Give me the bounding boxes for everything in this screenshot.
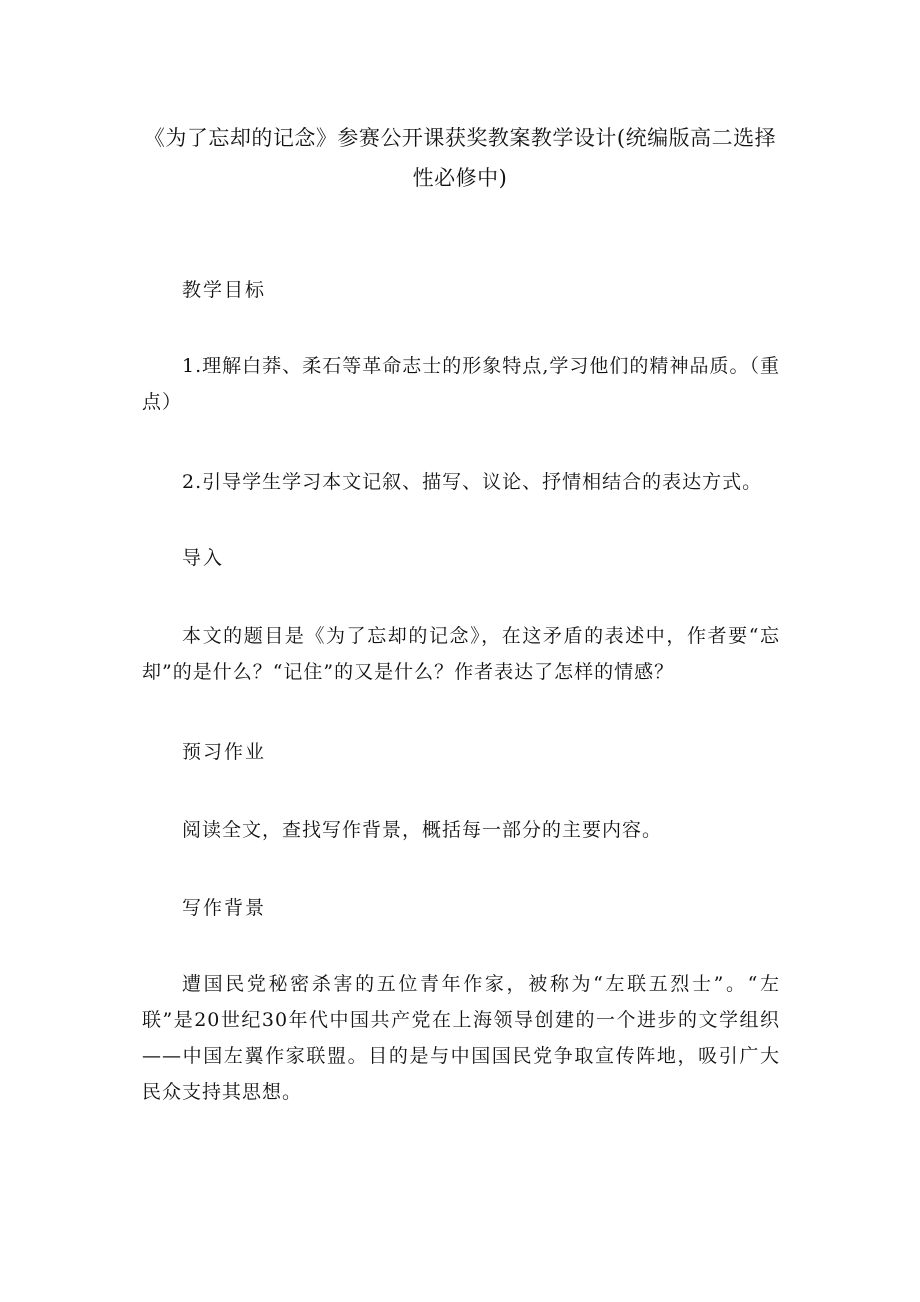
background-paragraph: 遭国民党秘密杀害的五位青年作家，被称为“左联五烈士”。“左联”是20世纪30年代中国共产党在上海领导创建的一个进步的文学组织——中国左翼作家联盟。目的是与中国国民党争取宣传阵地，吸引广大民众支持其思想。 bbox=[142, 973, 780, 1103]
heading-teaching-goals: 教学目标 bbox=[182, 279, 267, 301]
document-title bbox=[120, 118, 800, 198]
heading-writing-background: 写作背景 bbox=[182, 897, 267, 919]
goal-1-paragraph: 1.理解白莽、柔石等革命志士的形象特点,学习他们的精神品质。（重点） bbox=[142, 355, 780, 413]
goal-2-paragraph: 2.引导学生学习本文记叙、描写、议论、抒情相结合的表达方式。 bbox=[182, 471, 763, 493]
preview-paragraph: 阅读全文，查找写作背景，概括每一部分的主要内容。 bbox=[182, 819, 663, 841]
heading-preview-homework: 预习作业 bbox=[182, 741, 267, 763]
heading-introduction: 导入 bbox=[182, 547, 225, 569]
introduction-paragraph: 本文的题目是《为了忘却的记念》，在这矛盾的表述中，作者要“忘却”的是什么？“记住”的又是什么？作者表达了怎样的情感？ bbox=[142, 625, 780, 683]
title-line-1: 《为了忘却的记念》参赛公开课获奖教案教学设计(统编版高二选择 bbox=[143, 126, 777, 150]
title-line-2: 性必修中) bbox=[412, 166, 508, 190]
